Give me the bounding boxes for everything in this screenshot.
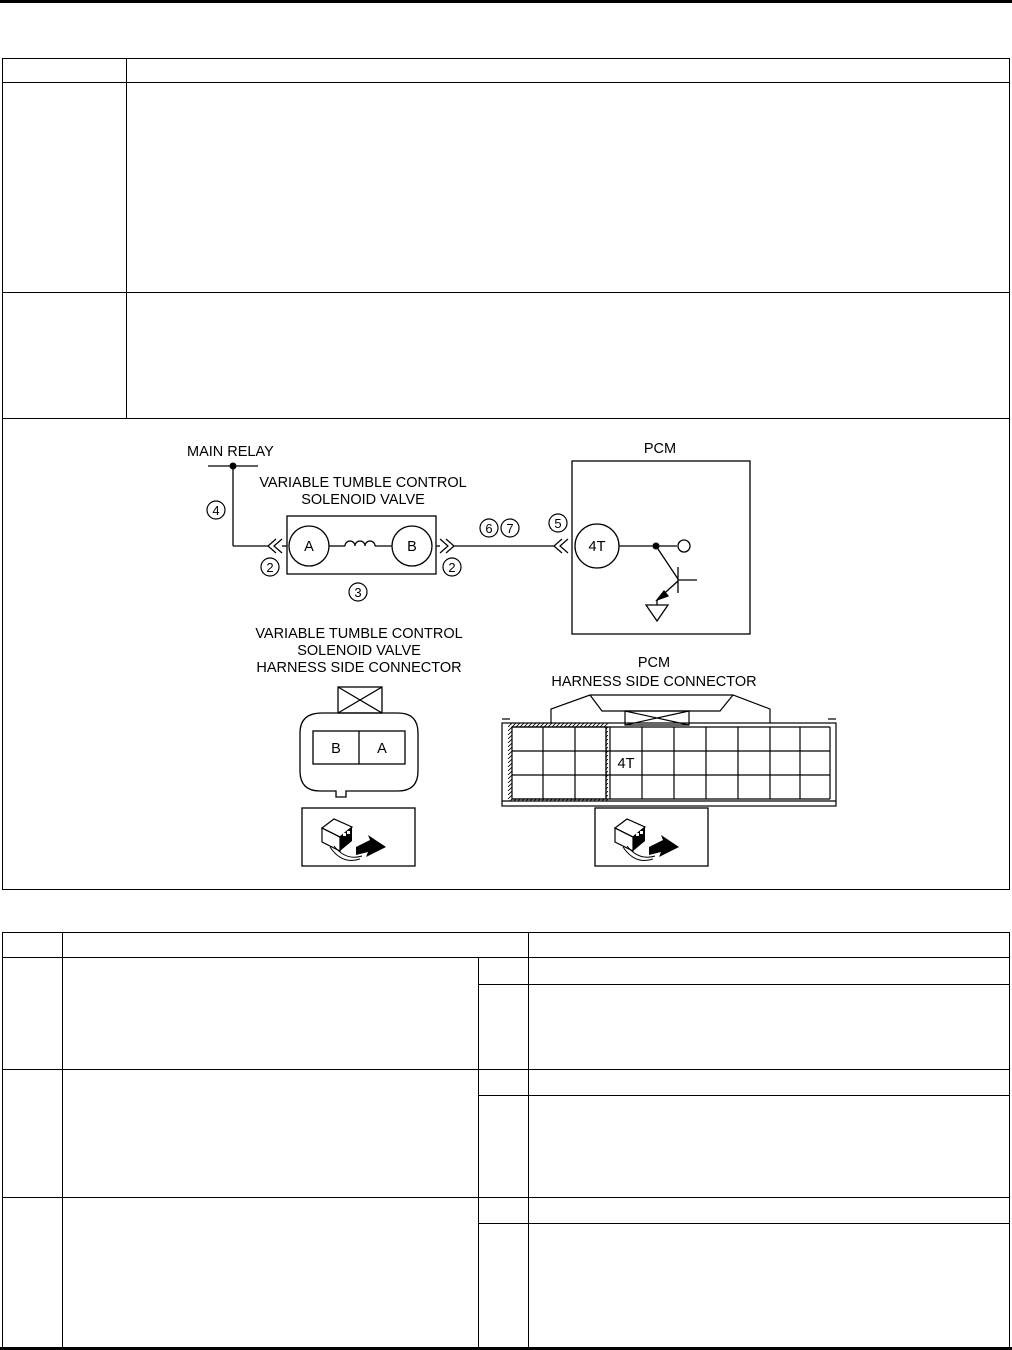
main-relay-label: MAIN RELAY — [187, 444, 274, 460]
svg-text:A: A — [304, 539, 314, 555]
procedure-step-column-divider — [62, 932, 63, 1348]
info-table-row-rule — [2, 292, 1010, 293]
procedure-table-header-rule — [2, 957, 1010, 958]
pcm-connector-face — [502, 695, 836, 806]
conn-pcm-label-2: HARNESS SIDE CONNECTOR — [551, 674, 757, 690]
procedure-answer-column-divider — [478, 957, 479, 1348]
svg-text:5: 5 — [554, 516, 562, 531]
svg-text:4T: 4T — [588, 539, 606, 555]
pcm-connector-view-icon — [595, 808, 708, 866]
conn-valve-label-2: SOLENOID VALVE — [297, 643, 421, 659]
ground-symbol — [646, 605, 668, 621]
callout-6 — [480, 519, 498, 537]
valve-conn-pin-a: A — [377, 741, 387, 757]
procedure-table — [2, 932, 1010, 1348]
valve-title-line2: SOLENOID VALVE — [301, 492, 425, 508]
connector-chevron-right — [440, 539, 454, 553]
procedure-row-2-end-rule — [2, 1197, 1010, 1198]
conn-valve-label-3: HARNESS SIDE CONNECTOR — [256, 660, 462, 676]
connector-chevron-left — [268, 539, 282, 553]
procedure-action-column-divider — [528, 932, 529, 1348]
callout-5 — [549, 514, 567, 532]
svg-text:2: 2 — [266, 560, 274, 575]
pcm-open-terminal — [678, 540, 690, 552]
procedure-row-2-yes-rule — [478, 1095, 1010, 1096]
callout-2-left — [261, 558, 279, 576]
page-top-rule — [0, 0, 1012, 3]
svg-text:2: 2 — [448, 560, 456, 575]
svg-text:3: 3 — [354, 585, 362, 600]
callout-4 — [207, 501, 225, 519]
coil-symbol — [345, 541, 375, 546]
valve-connector-face — [300, 687, 418, 797]
transistor-symbol — [656, 546, 697, 605]
callout-7 — [501, 519, 519, 537]
svg-text:6: 6 — [485, 521, 493, 536]
wiring-diagram — [0, 419, 1012, 889]
valve-title-line1: VARIABLE TUMBLE CONTROL — [259, 475, 467, 491]
info-table-column-divider — [126, 58, 127, 418]
svg-text:B: B — [407, 539, 417, 555]
procedure-row-1-end-rule — [2, 1069, 1010, 1070]
valve-conn-pin-b: B — [331, 741, 341, 757]
connector-view-icon — [302, 808, 415, 866]
callout-2-right — [443, 558, 461, 576]
connector-chevron-pcm — [554, 539, 568, 553]
svg-text:4: 4 — [212, 503, 220, 518]
pcm-title: PCM — [643, 441, 677, 457]
procedure-row-3-yes-rule — [478, 1223, 1010, 1224]
pcm-conn-pin-4t: 4T — [617, 756, 635, 772]
procedure-row-1-yes-rule — [478, 984, 1010, 985]
conn-pcm-label-1: PCM — [637, 655, 671, 671]
conn-valve-label-1: VARIABLE TUMBLE CONTROL — [255, 626, 463, 642]
info-table-header-rule — [2, 82, 1010, 83]
svg-text:7: 7 — [506, 521, 514, 536]
callout-3 — [349, 583, 367, 601]
